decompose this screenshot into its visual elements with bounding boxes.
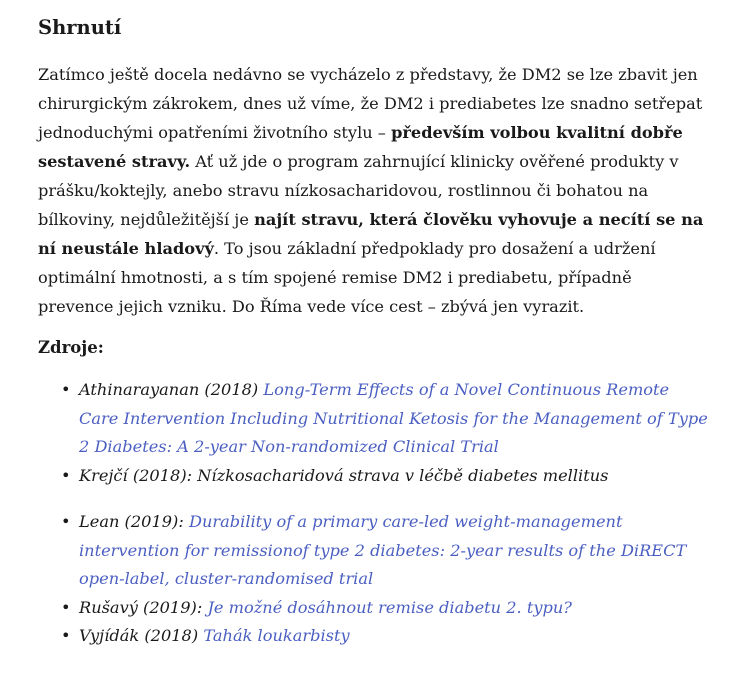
source-title: Nízkosacharidová strava v léčbě diabetes mellitus <box>197 465 609 485</box>
source-author: Lean (2019): <box>79 512 189 531</box>
summary-text-1: Zatímco ještě docela nedávno se vycházelo z představy, že DM2 se lze zbavit jen chirurgickým zákrokem, dnes už víme, že DM2 i prediabetes lze snadno setřepat jednoduchými opatřeními životního stylu – <box>38 65 703 142</box>
sources-list <box>38 376 710 651</box>
source-link[interactable]: Durability of a primary care-led weight-management intervention for remissionof type 2 diabetes: 2-year results of the DiRECT open-label, cluster-randomised trial <box>79 512 687 588</box>
source-item-athinarayanan <box>79 376 710 462</box>
source-author: Athinarayanan (2018) <box>79 380 264 399</box>
summary-bold-1: především volbou kvalitní dobře sestavené stravy. <box>38 123 683 171</box>
source-author: Rušavý (2019): <box>79 597 208 617</box>
sources-heading: Zdroje: <box>38 338 104 357</box>
source-item-vyjidak <box>79 622 710 651</box>
summary-text-2: Ať už jde o program zahrnující klinicky ověřené produkty v prášku/koktejly, anebo stravu nízkosacharidovou, rostlinnou či bohatou na bílkoviny, nejdůležitější je <box>38 152 679 229</box>
summary-bold-2: najít stravu, která člověku vyhovuje a necítí se na ní neustále hladový <box>38 210 704 258</box>
summary-paragraph <box>38 60 710 321</box>
source-link[interactable]: Je možné dosáhnout remise diabetu 2. typu? <box>207 597 572 617</box>
summary-text-3: . To jsou základní předpoklady pro dosažení a udržení optimální hmotnosti, a s tím spojené remise DM2 i prediabetu, případně prevence jejich vzniku. Do Říma vede více cest – zbývá jen vyrazit. <box>38 239 656 316</box>
source-item-krejci <box>79 462 710 491</box>
source-author: Krejčí (2018): <box>79 465 198 485</box>
source-item-rusavy <box>79 594 710 623</box>
source-link[interactable]: Tahák loukarbisty <box>203 626 350 645</box>
source-author: Vyjídák (2018) <box>79 626 204 645</box>
summary-heading: Shrnutí <box>38 16 122 39</box>
source-item-lean <box>79 508 710 594</box>
source-link[interactable]: Long-Term Effects of a Novel Continuous Remote Care Intervention Including Nutritional Ketosis for the Management of Type 2 Diabetes: A 2-year Non-randomized Clinical Trial <box>79 380 708 456</box>
